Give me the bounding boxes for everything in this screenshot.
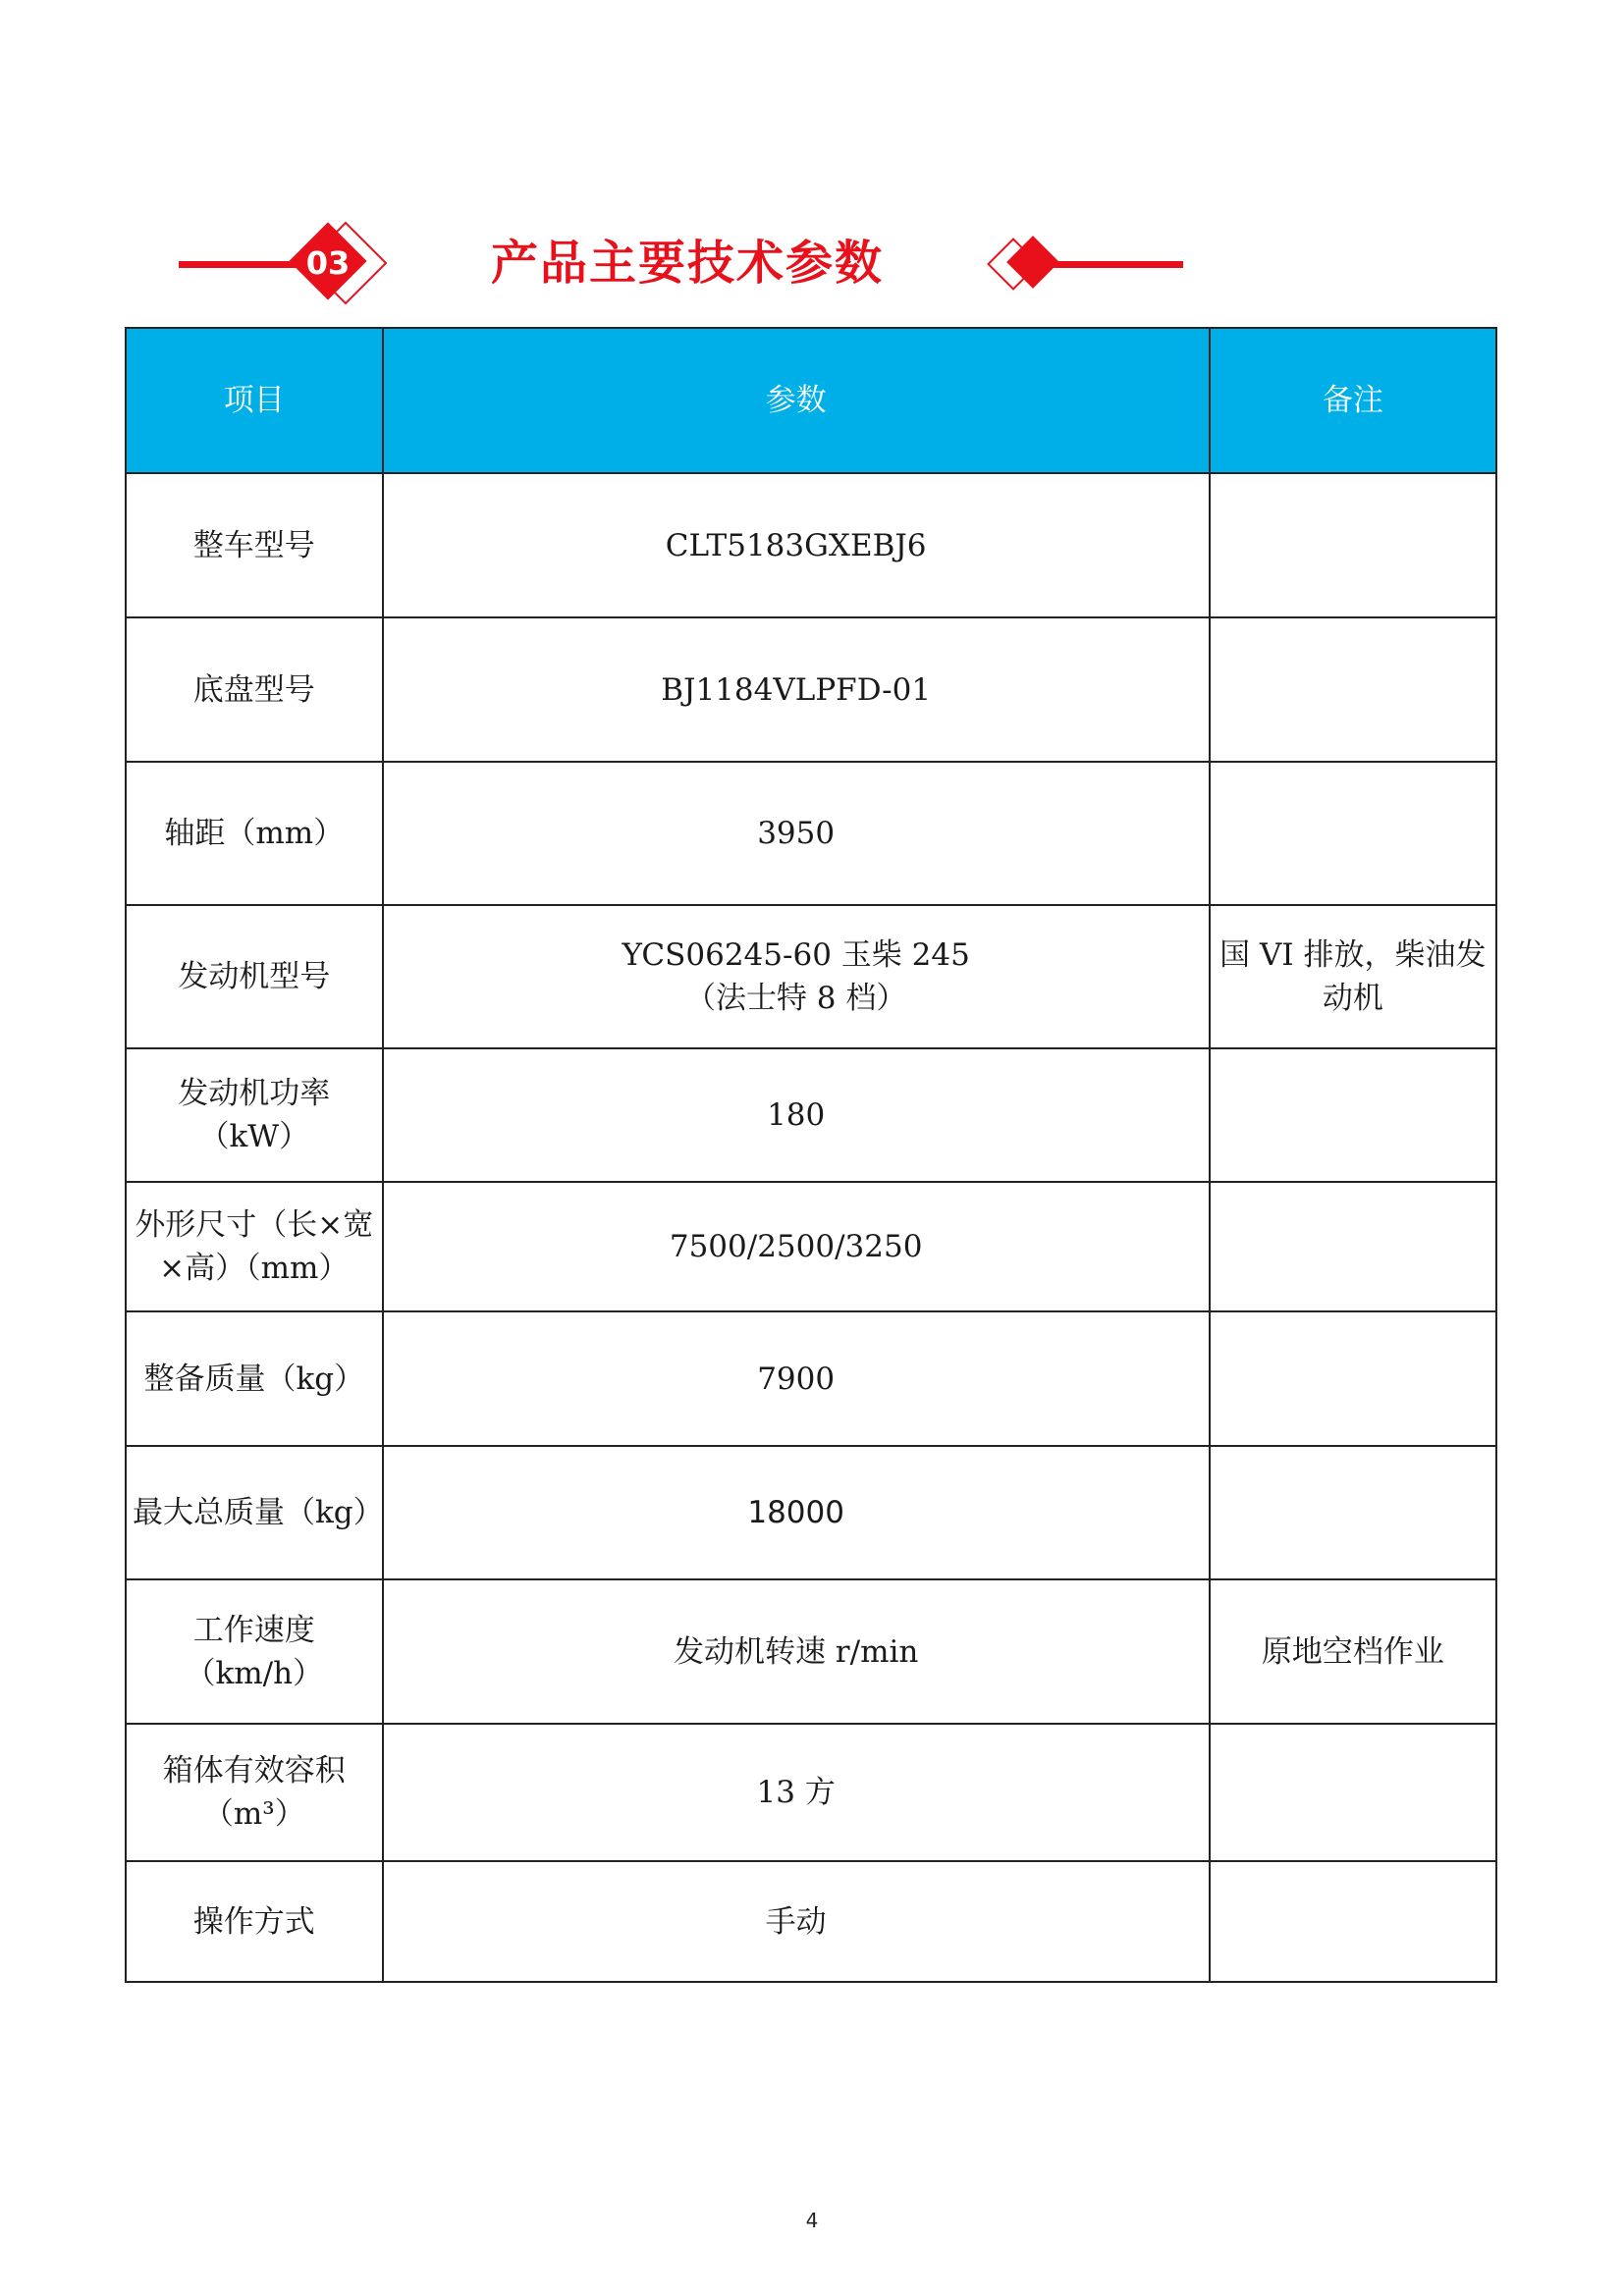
row-value: 18000: [383, 1446, 1210, 1579]
row-note: 国 VI 排放，柴油发动机: [1210, 905, 1496, 1048]
row-item: 发动机功率（kW）: [126, 1048, 383, 1182]
row-item: 工作速度（km/h）: [126, 1579, 383, 1724]
table-row: [126, 1579, 1496, 1724]
section-title: 产品主要技术参数: [491, 236, 885, 291]
row-value: BJ1184VLPFD-01: [383, 617, 1210, 762]
table-row: [126, 905, 1496, 1048]
row-note: [1210, 1861, 1496, 1982]
row-item: 箱体有效容积（m³）: [126, 1724, 383, 1861]
row-item: 整备质量（kg）: [126, 1311, 383, 1446]
row-item: 发动机型号: [126, 905, 383, 1048]
row-value: 7900: [383, 1311, 1210, 1446]
header-remarks: 备注: [1210, 328, 1496, 473]
table-row: [126, 1861, 1496, 1982]
table-row: [126, 1446, 1496, 1579]
table-row: [126, 1724, 1496, 1861]
row-note: [1210, 1446, 1496, 1579]
row-note: [1210, 473, 1496, 617]
row-note: [1210, 1724, 1496, 1861]
row-value: 180: [383, 1048, 1210, 1182]
row-value-line1: YCS06245-60 玉柴 245: [622, 937, 970, 973]
row-note: 原地空档作业: [1210, 1579, 1496, 1724]
spec-table: [125, 327, 1497, 1983]
row-value: 3950: [383, 762, 1210, 905]
row-item: 外形尺寸（长×宽×高）（mm）: [126, 1182, 383, 1311]
header-item: 项目: [126, 328, 383, 473]
page-number: 4: [805, 2209, 819, 2232]
row-item: 最大总质量（kg）: [126, 1446, 383, 1579]
row-item: 操作方式: [126, 1861, 383, 1982]
row-value: 7500/2500/3250: [383, 1182, 1210, 1311]
section-number-badge: [295, 226, 373, 304]
table-row: [126, 617, 1496, 762]
row-item: 整车型号: [126, 473, 383, 617]
table-row: [126, 1311, 1496, 1446]
row-value: 手动: [383, 1861, 1210, 1982]
table-header-row: [126, 328, 1496, 473]
row-note: [1210, 1048, 1496, 1182]
row-note: [1210, 1182, 1496, 1311]
row-value-line2: （法士特 8 档）: [684, 981, 907, 1016]
row-value: 13 方: [383, 1724, 1210, 1861]
row-value-multiline: [383, 905, 1210, 1048]
row-note: [1210, 762, 1496, 905]
header-parameter: 参数: [383, 328, 1210, 473]
header-rule-right: [1036, 261, 1183, 268]
row-item: 轴距（mm）: [126, 762, 383, 905]
row-note: [1210, 617, 1496, 762]
table-row: [126, 1048, 1496, 1182]
row-item: 底盘型号: [126, 617, 383, 762]
table-row: [126, 762, 1496, 905]
row-value: 发动机转速 r/min: [383, 1579, 1210, 1724]
row-note: [1210, 1311, 1496, 1446]
row-value: CLT5183GXEBJ6: [383, 473, 1210, 617]
section-number: 03: [305, 244, 351, 282]
table-row: [126, 473, 1496, 617]
table-row: [126, 1182, 1496, 1311]
section-header: [0, 216, 1624, 314]
